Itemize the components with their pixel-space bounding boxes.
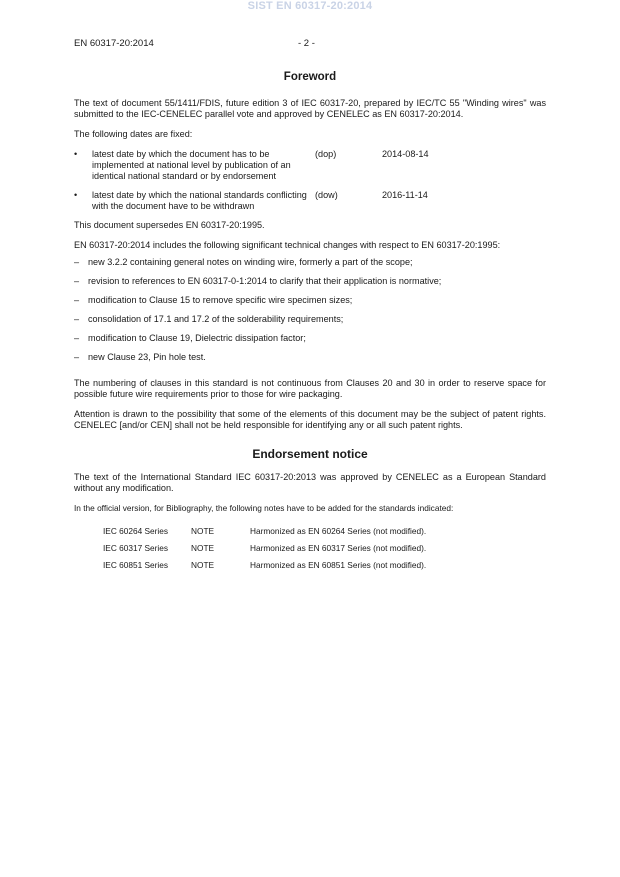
foreword-title: Foreword <box>283 71 337 83</box>
change-text: consolidation of 17.1 and 17.2 of the solderability requirements; <box>88 314 344 324</box>
date-value: 2016-11-14 <box>382 190 428 200</box>
endorsement-text: The text of the International Standard IEC 60317-20:2013 was approved by CENELEC as a European Standard without any modification. <box>74 472 546 493</box>
change-text: modification to Clause 19, Dielectric dissipation factor; <box>88 333 306 343</box>
header-doc-id: EN 60317-20:2014 <box>74 38 154 49</box>
change-text: new Clause 23, Pin hole test. <box>88 352 206 362</box>
note-row <box>103 543 546 554</box>
dates-list <box>74 149 546 212</box>
note-label: NOTE <box>191 526 215 536</box>
note-row <box>103 526 546 537</box>
bibliography-intro: In the official version, for Bibliography, the following notes have to be added for the standards indicated: <box>74 503 454 513</box>
patent-note: Attention is drawn to the possibility that some of the elements of this document may be the subject of patent rights. CENELEC [and/or CEN] shall not be held responsible for identifying any or all such patent rights. <box>74 409 546 430</box>
changes-intro: EN 60317-20:2014 includes the following significant technical changes with respect to EN 60317-20:1995: <box>74 240 501 250</box>
note-standard: IEC 60851 Series <box>103 560 169 570</box>
foreword-intro: The text of document 55/1411/FDIS, future edition 3 of IEC 60317-20, prepared by IEC/TC 55 "Winding wires" was submitted to the IEC-CENELEC parallel vote and approved by CENELEC as EN 60317-20:2014. <box>74 98 546 119</box>
list-item <box>74 276 546 287</box>
list-item <box>74 295 546 306</box>
note-text: Harmonized as EN 60851 Series (not modified). <box>250 560 427 570</box>
dash: – <box>74 295 80 305</box>
date-code: (dop) <box>315 149 337 159</box>
change-text: revision to references to EN 60317-0-1:2014 to clarify that their application is normative; <box>88 276 442 286</box>
note-label: NOTE <box>191 560 215 570</box>
date-code: (dow) <box>315 190 338 200</box>
dash: – <box>74 257 80 267</box>
dash: – <box>74 314 80 324</box>
list-item <box>74 257 546 268</box>
note-text: Harmonized as EN 60264 Series (not modified). <box>250 526 427 536</box>
numbering-note: The numbering of clauses in this standard is not continuous from Clauses 20 and 30 in order to reserve space for possible future wire requirements prior to those for wire packaging. <box>74 378 546 399</box>
date-item <box>74 190 546 212</box>
date-description: latest date by which the document has to be implemented at national level by publication of an identical national standard or by endorsement <box>92 149 291 181</box>
dash: – <box>74 352 80 362</box>
note-row <box>103 560 546 571</box>
date-value: 2014-08-14 <box>382 149 429 159</box>
note-text: Harmonized as EN 60317 Series (not modified). <box>250 543 427 553</box>
dates-intro: The following dates are fixed: <box>74 129 193 139</box>
change-text: modification to Clause 15 to remove specific wire specimen sizes; <box>88 295 353 305</box>
change-text: new 3.2.2 containing general notes on winding wire, formerly a part of the scope; <box>88 257 413 267</box>
note-standard: IEC 60317 Series <box>103 543 169 553</box>
note-label: NOTE <box>191 543 215 553</box>
bullet: • <box>74 149 78 159</box>
bullet: • <box>74 190 78 200</box>
dash: – <box>74 333 80 343</box>
watermark: SIST EN 60317-20:2014 <box>247 0 373 12</box>
date-item <box>74 149 546 182</box>
bibliography-notes <box>103 526 546 571</box>
list-item <box>74 352 546 363</box>
list-item <box>74 314 546 325</box>
header-page-number: - 2 - <box>298 38 315 49</box>
note-standard: IEC 60264 Series <box>103 526 169 536</box>
document-body <box>74 72 546 577</box>
date-description: latest date by which the national standards conflicting with the document have to be withdrawn <box>92 190 307 211</box>
changes-list <box>74 257 546 363</box>
endorsement-title: Endorsement notice <box>252 447 368 461</box>
dash: – <box>74 276 80 286</box>
list-item <box>74 333 546 344</box>
supersedes-text: This document supersedes EN 60317-20:1995. <box>74 220 265 230</box>
